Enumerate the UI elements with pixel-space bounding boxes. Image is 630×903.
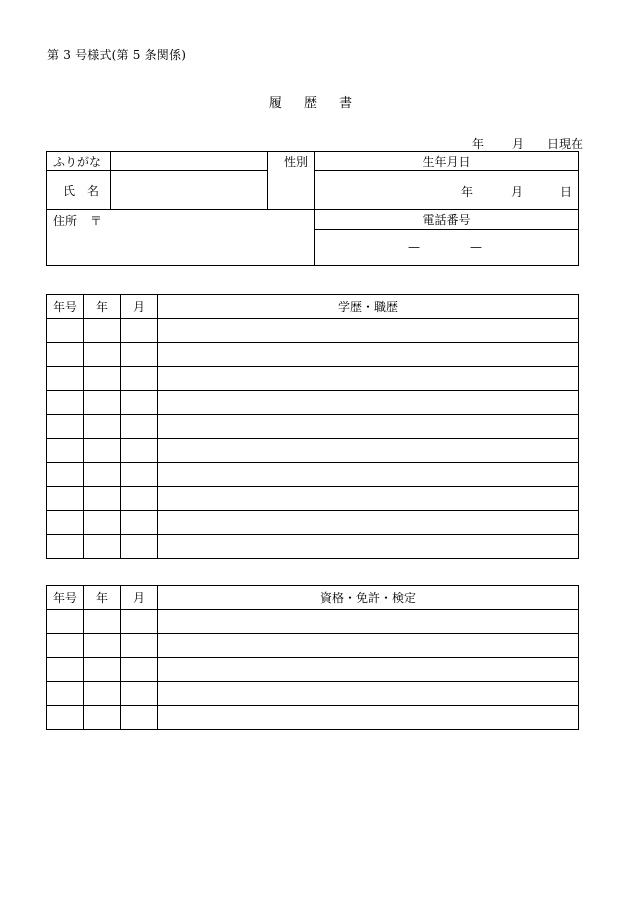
entry-cell[interactable] xyxy=(158,319,579,343)
furigana-field[interactable] xyxy=(111,152,268,171)
entry-cell[interactable] xyxy=(158,463,579,487)
name-label: 氏 名 xyxy=(47,171,111,210)
birth-day-label: 日 xyxy=(560,185,573,199)
entry-cell[interactable] xyxy=(158,511,579,535)
entry-cell[interactable] xyxy=(158,658,579,682)
era-cell[interactable] xyxy=(47,634,84,658)
table-row xyxy=(47,391,579,415)
year-cell[interactable] xyxy=(84,343,121,367)
month-cell[interactable] xyxy=(121,487,158,511)
year-cell[interactable] xyxy=(84,682,121,706)
era-cell[interactable] xyxy=(47,415,84,439)
date-now-label: 日現在 xyxy=(547,137,584,151)
col-month-header: 月 xyxy=(121,586,158,610)
month-cell[interactable] xyxy=(121,706,158,730)
month-cell[interactable] xyxy=(121,682,158,706)
era-cell[interactable] xyxy=(47,319,84,343)
month-cell[interactable] xyxy=(121,463,158,487)
entry-cell[interactable] xyxy=(158,535,579,559)
era-cell[interactable] xyxy=(47,391,84,415)
table-row xyxy=(47,343,579,367)
entry-cell[interactable] xyxy=(158,415,579,439)
gender-label: 性別 xyxy=(268,152,315,171)
era-cell[interactable] xyxy=(47,343,84,367)
entry-cell[interactable] xyxy=(158,391,579,415)
month-cell[interactable] xyxy=(121,610,158,634)
era-cell[interactable] xyxy=(47,487,84,511)
era-cell[interactable] xyxy=(47,658,84,682)
era-cell[interactable] xyxy=(47,610,84,634)
entry-cell[interactable] xyxy=(158,634,579,658)
col-history-header: 学歴・職歴 xyxy=(158,295,579,319)
table-row xyxy=(47,706,579,730)
gender-field[interactable] xyxy=(268,171,315,210)
personal-info-table xyxy=(46,151,579,266)
month-cell[interactable] xyxy=(121,415,158,439)
table-row xyxy=(47,463,579,487)
postal-mark: 〒 xyxy=(90,214,103,228)
year-cell[interactable] xyxy=(84,439,121,463)
table-row xyxy=(47,415,579,439)
date-month-label: 月 xyxy=(512,137,525,151)
month-cell[interactable] xyxy=(121,511,158,535)
table-row xyxy=(47,487,579,511)
month-cell[interactable] xyxy=(121,319,158,343)
year-cell[interactable] xyxy=(84,487,121,511)
birth-year-label: 年 xyxy=(461,185,474,199)
year-cell[interactable] xyxy=(84,535,121,559)
month-cell[interactable] xyxy=(121,658,158,682)
year-cell[interactable] xyxy=(84,610,121,634)
entry-cell[interactable] xyxy=(158,706,579,730)
month-cell[interactable] xyxy=(121,391,158,415)
phone-dash-1: — xyxy=(408,240,420,254)
year-cell[interactable] xyxy=(84,391,121,415)
year-cell[interactable] xyxy=(84,415,121,439)
year-cell[interactable] xyxy=(84,367,121,391)
date-year-label: 年 xyxy=(472,137,485,151)
education-history-table xyxy=(46,294,579,559)
table-row xyxy=(47,610,579,634)
licenses-table xyxy=(46,585,579,730)
month-cell[interactable] xyxy=(121,535,158,559)
year-cell[interactable] xyxy=(84,319,121,343)
table-row xyxy=(47,634,579,658)
month-cell[interactable] xyxy=(121,634,158,658)
era-cell[interactable] xyxy=(47,535,84,559)
birth-month-label: 月 xyxy=(511,185,524,199)
entry-cell[interactable] xyxy=(158,367,579,391)
month-cell[interactable] xyxy=(121,439,158,463)
entry-cell[interactable] xyxy=(158,439,579,463)
table-header-row xyxy=(47,586,579,610)
era-cell[interactable] xyxy=(47,682,84,706)
document-title: 履 歴 書 xyxy=(268,96,362,111)
entry-cell[interactable] xyxy=(158,343,579,367)
furigana-label: ふりがな xyxy=(47,152,111,171)
era-cell[interactable] xyxy=(47,511,84,535)
entry-cell[interactable] xyxy=(158,682,579,706)
address-label: 住所 xyxy=(53,214,78,228)
name-field[interactable] xyxy=(111,171,268,210)
col-license-header: 資格・免許・検定 xyxy=(158,586,579,610)
era-cell[interactable] xyxy=(47,367,84,391)
year-cell[interactable] xyxy=(84,634,121,658)
col-year-header: 年 xyxy=(84,295,121,319)
address-field[interactable] xyxy=(47,210,315,266)
birthdate-field[interactable] xyxy=(315,171,579,210)
month-cell[interactable] xyxy=(121,343,158,367)
month-cell[interactable] xyxy=(121,367,158,391)
table-row xyxy=(47,658,579,682)
col-year-header: 年 xyxy=(84,586,121,610)
phone-label: 電話番号 xyxy=(315,210,579,230)
era-cell[interactable] xyxy=(47,439,84,463)
col-era-header: 年号 xyxy=(47,586,84,610)
table-header-row xyxy=(47,295,579,319)
table-row xyxy=(47,682,579,706)
col-era-header: 年号 xyxy=(47,295,84,319)
year-cell[interactable] xyxy=(84,463,121,487)
table-row xyxy=(47,535,579,559)
year-cell[interactable] xyxy=(84,511,121,535)
table-row xyxy=(47,511,579,535)
era-cell[interactable] xyxy=(47,463,84,487)
year-cell[interactable] xyxy=(84,706,121,730)
entry-cell[interactable] xyxy=(158,487,579,511)
phone-field[interactable] xyxy=(315,230,579,266)
form-number-label: 第 3 号様式(第 5 条関係) xyxy=(47,48,187,62)
table-row xyxy=(47,367,579,391)
year-cell[interactable] xyxy=(84,658,121,682)
table-row xyxy=(47,319,579,343)
era-cell[interactable] xyxy=(47,706,84,730)
entry-cell[interactable] xyxy=(158,610,579,634)
phone-dash-2: — xyxy=(470,240,482,254)
birthdate-label: 生年月日 xyxy=(315,152,579,171)
col-month-header: 月 xyxy=(121,295,158,319)
table-row xyxy=(47,439,579,463)
